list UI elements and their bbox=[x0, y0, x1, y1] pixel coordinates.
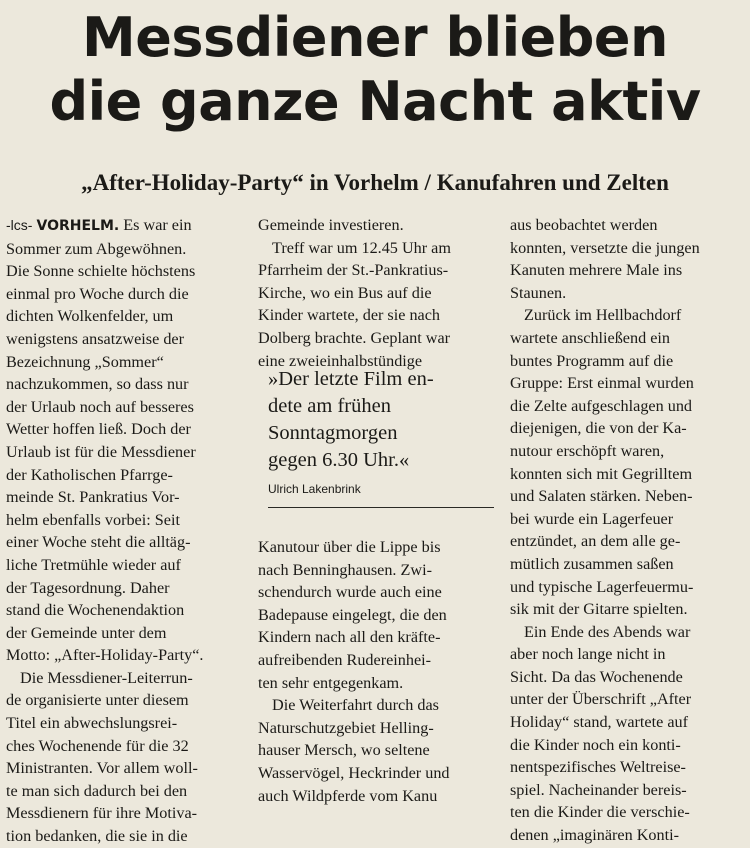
text-line: Sonntagmorgen bbox=[268, 422, 398, 444]
column-1 bbox=[6, 214, 242, 848]
text-line: gegen 6.30 Uhr.« bbox=[268, 449, 410, 471]
text-line: tion bedanken, die sie in die bbox=[6, 827, 188, 846]
col3-paragraph-1 bbox=[510, 214, 746, 304]
text-line: stand die Wochenendaktion bbox=[6, 601, 185, 620]
text-line: Messdienern für ihre Motiva- bbox=[6, 804, 198, 823]
text-line: Motto: „After-Holiday-Party“. bbox=[6, 646, 204, 665]
col1-paragraph-2 bbox=[6, 667, 242, 848]
pull-quote-text bbox=[268, 366, 494, 474]
headline-line-2: die ganze Nacht aktiv bbox=[49, 70, 701, 133]
text-line: Ein Ende des Abends war bbox=[524, 622, 691, 641]
text-line: bei wurde ein Lagerfeuer bbox=[510, 509, 674, 528]
col2-paragraph-1 bbox=[258, 214, 494, 237]
text-line: Bezeichnung „Sommer“ bbox=[6, 352, 164, 371]
text-line: dichten Wolkenfelder, um bbox=[6, 307, 174, 326]
text-line: nentspezifisches Weltreise- bbox=[510, 758, 686, 777]
col2-paragraph-3 bbox=[258, 536, 494, 694]
text-line: unter der Überschrift „After bbox=[510, 690, 692, 709]
text-line: Die Sonne schielte höchstens bbox=[6, 262, 196, 281]
text-line: entzündet, an dem alle ge- bbox=[510, 532, 681, 551]
text-line: die Zelte aufgeschlagen und bbox=[510, 396, 693, 415]
text-line: sik mit der Gitarre spielten. bbox=[510, 600, 688, 619]
text-line: ten die Kinder die verschie- bbox=[510, 803, 690, 822]
text-line: Zurück im Hellbachdorf bbox=[524, 306, 682, 325]
author-short: -lcs- bbox=[6, 217, 33, 233]
text-line: Wasservögel, Heckrinder und bbox=[258, 763, 450, 782]
text-line: aus beobachtet werden bbox=[510, 216, 658, 234]
text-line: helm ebenfalls vorbei: Seit bbox=[6, 510, 180, 529]
text-line: wartete anschließend ein bbox=[510, 328, 671, 347]
text-line: Die Messdiener-Leiterrun- bbox=[20, 668, 193, 687]
text-line: Sicht. Da das Wochenende bbox=[510, 667, 683, 686]
text-line: spiel. Nacheinander bereis- bbox=[510, 780, 687, 799]
text-line: diejenigen, die von der Ka- bbox=[510, 419, 687, 438]
col1-p1-text bbox=[6, 216, 203, 664]
text-line: schendurch wurde auch eine bbox=[258, 583, 442, 602]
dateline: VORHELM. bbox=[36, 218, 120, 234]
text-line: nutour erschöpft waren, bbox=[510, 441, 665, 460]
text-line: konnten sich mit Gegrilltem bbox=[510, 464, 693, 483]
text-line: de organisierte unter diesem bbox=[6, 691, 189, 710]
text-line: Kirche, wo ein Bus auf die bbox=[258, 283, 432, 302]
text-line: te man sich dadurch bei den bbox=[6, 781, 188, 800]
pull-quote bbox=[268, 366, 494, 508]
text-line: Wetter hoffen ließ. Doch der bbox=[6, 420, 191, 439]
col2-paragraph-2 bbox=[258, 237, 494, 373]
text-line: die Kinder noch ein konti- bbox=[510, 735, 681, 754]
col1-paragraph-1 bbox=[6, 214, 242, 667]
text-line: einer Woche steht die alltäg- bbox=[6, 533, 191, 552]
text-line: liche Tretmühle wieder auf bbox=[6, 555, 181, 574]
text-line: Badepause eingelegt, die den bbox=[258, 605, 447, 624]
text-line: einmal pro Woche durch die bbox=[6, 284, 189, 303]
article-body bbox=[6, 214, 746, 846]
text-line: Gruppe: Erst einmal wurden bbox=[510, 374, 694, 393]
text-line: Kinder wartete, der sie nach bbox=[258, 306, 441, 325]
text-line: Titel ein abwechslungsrei- bbox=[6, 714, 178, 733]
text-line: der Tagesordnung. Daher bbox=[6, 578, 170, 597]
column-3 bbox=[510, 214, 746, 847]
text-line: Treff war um 12.45 Uhr am bbox=[272, 238, 451, 257]
text-line: hauser Mersch, wo seltene bbox=[258, 741, 430, 760]
text-line: wenigstens ansatzweise der bbox=[6, 329, 184, 348]
text-line: und typische Lagerfeuermu- bbox=[510, 577, 694, 596]
col3-paragraph-3 bbox=[510, 621, 746, 847]
col2-continued bbox=[258, 536, 494, 807]
text-line: meinde St. Pankratius Vor- bbox=[6, 488, 180, 507]
pull-quote-author: Ulrich Lakenbrink bbox=[268, 478, 494, 508]
text-line: eine zweieinhalbstündige bbox=[258, 351, 423, 370]
headline bbox=[0, 6, 750, 134]
col2-paragraph-4 bbox=[258, 694, 494, 807]
text-line: Es war ein bbox=[123, 216, 192, 234]
text-line: aber noch lange nicht in bbox=[510, 645, 666, 664]
text-line: ten sehr entgegenkam. bbox=[258, 673, 404, 692]
text-line: ches Wochenende für die 32 bbox=[6, 736, 189, 755]
headline-line-1: Messdiener blieben bbox=[82, 6, 668, 69]
text-line: Kanutour über die Lippe bis bbox=[258, 538, 441, 556]
text-line: Gemeinde investieren. bbox=[258, 216, 404, 234]
column-2 bbox=[258, 214, 494, 805]
text-line: Staunen. bbox=[510, 283, 567, 302]
text-line: nach Benninghausen. Zwi- bbox=[258, 560, 432, 579]
text-line: Kanuten mehrere Male ins bbox=[510, 261, 683, 280]
text-line: dete am frühen bbox=[268, 395, 391, 417]
text-line: Sommer zum Abgewöhnen. bbox=[6, 239, 187, 258]
text-line: denen „imaginären Konti- bbox=[510, 826, 680, 845]
text-line: konnten, versetzte die jungen bbox=[510, 238, 700, 257]
subheadline: „After-Holiday-Party“ in Vorhelm / Kanufahren und Zelten bbox=[81, 170, 669, 195]
text-line: Urlaub ist für die Messdiener bbox=[6, 442, 196, 461]
text-line: Naturschutzgebiet Helling- bbox=[258, 718, 434, 737]
text-line: Die Weiterfahrt durch das bbox=[272, 696, 439, 715]
text-line: mütlich zusammen saßen bbox=[510, 554, 674, 573]
text-line: und Salaten stärken. Neben- bbox=[510, 487, 693, 506]
text-line: der Urlaub noch auf besseres bbox=[6, 397, 194, 416]
text-line: nachzukommen, so dass nur bbox=[6, 375, 189, 394]
text-line: auch Wildpferde vom Kanu bbox=[258, 786, 438, 805]
col3-paragraph-2 bbox=[510, 304, 746, 620]
text-line: der Gemeinde unter dem bbox=[6, 623, 167, 642]
text-line: der Katholischen Pfarrge- bbox=[6, 465, 173, 484]
text-line: Kindern nach all den kräfte- bbox=[258, 628, 441, 647]
text-line: Holiday“ stand, wartete auf bbox=[510, 713, 688, 732]
text-line: Dolberg brachte. Geplant war bbox=[258, 328, 451, 347]
text-line: buntes Programm auf die bbox=[510, 351, 674, 370]
text-line: »Der letzte Film en- bbox=[268, 368, 434, 390]
text-line: Ministranten. Vor allem woll- bbox=[6, 759, 198, 778]
text-line: Pfarrheim der St.-Pankratius- bbox=[258, 261, 449, 280]
text-line: aufreibenden Rudereinhei- bbox=[258, 650, 432, 669]
